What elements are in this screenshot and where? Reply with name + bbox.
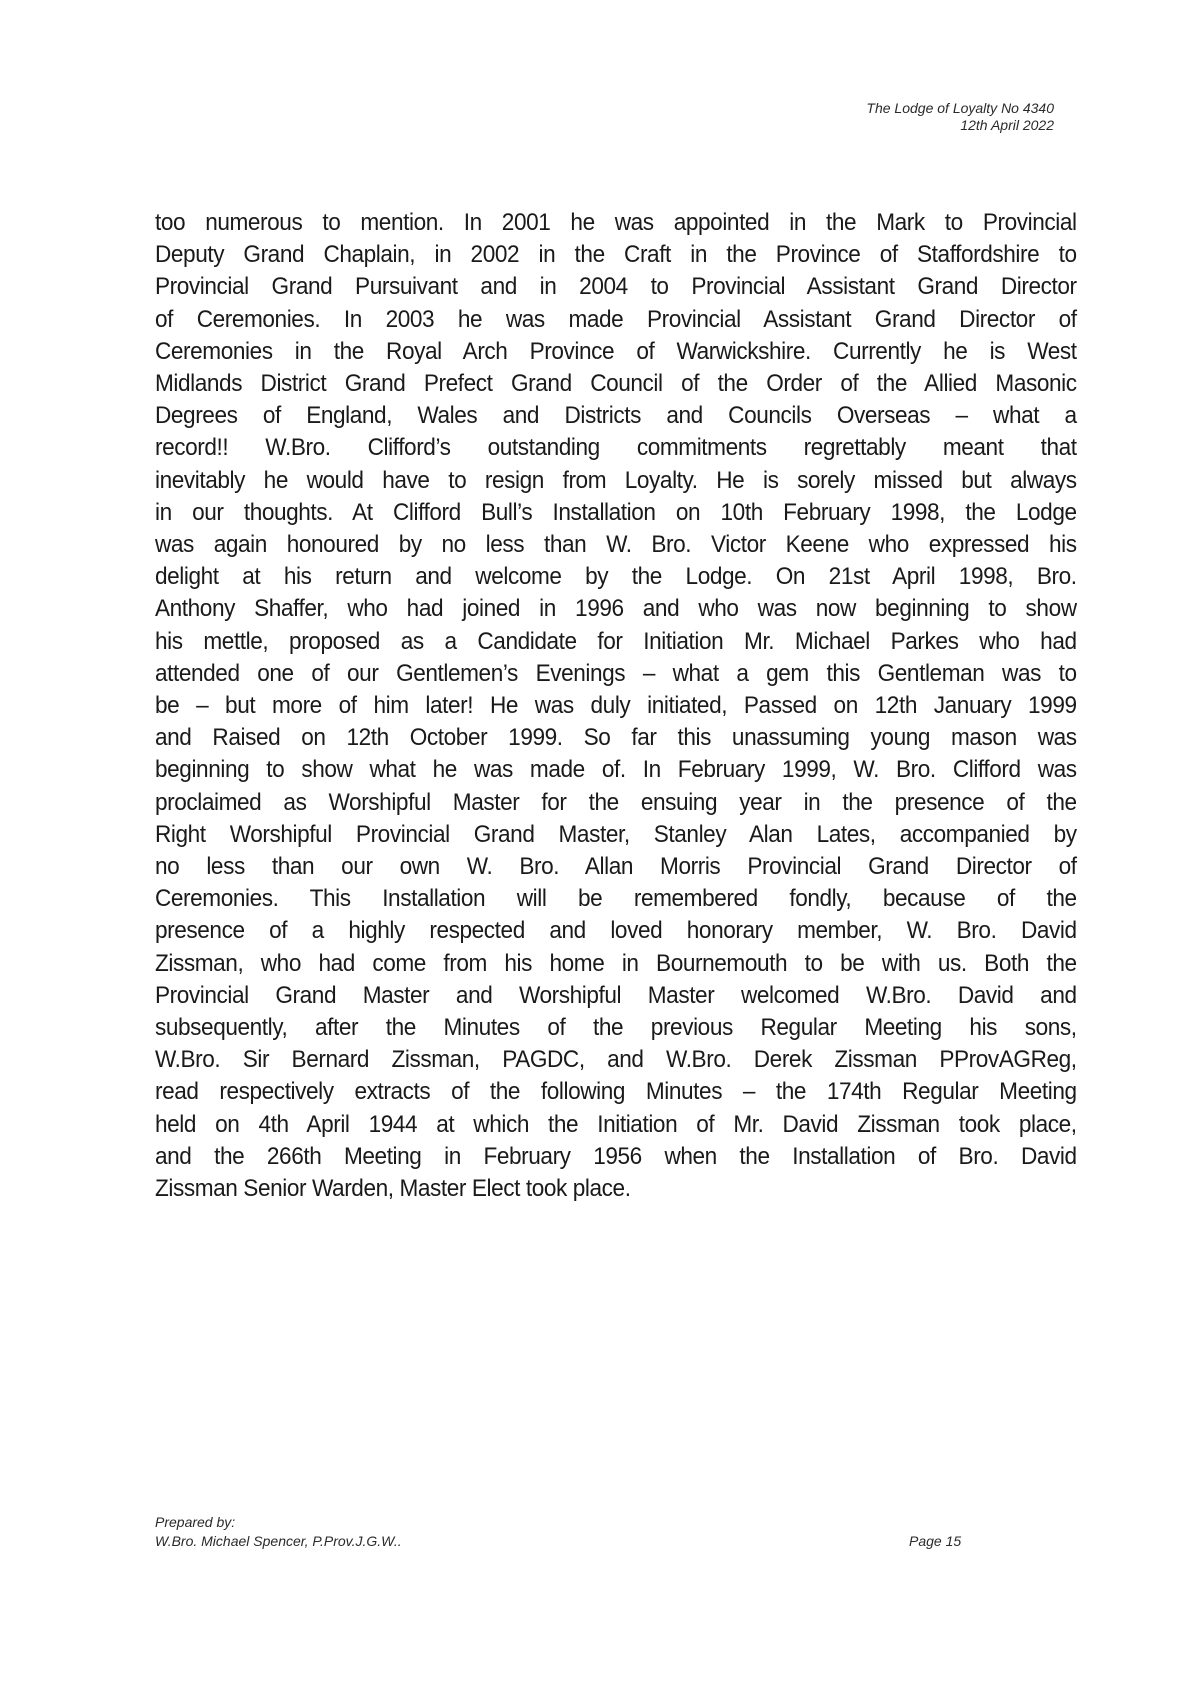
body-paragraph bbox=[155, 207, 1077, 1205]
body-line: subsequently, after the Minutes of the previous Regular Meeting his sons, bbox=[155, 1014, 1077, 1042]
body-line: inevitably he would have to resign from Loyalty. He is sorely missed but always bbox=[155, 466, 1077, 494]
body-line: delight at his return and welcome by the Lodge. On 21st April 1998, Bro. bbox=[155, 563, 1077, 591]
page-number: Page 15 bbox=[909, 1533, 962, 1549]
body-line: and Raised on 12th October 1999. So far this unassuming young mason was bbox=[155, 724, 1077, 752]
prepared-by-name: W.Bro. Michael Spencer, P.Prov.J.G.W.. bbox=[155, 1533, 402, 1549]
body-line: held on 4th April 1944 at which the Initiation of Mr. David Zissman took place, bbox=[155, 1110, 1077, 1138]
body-line: presence of a highly respected and loved honorary member, W. Bro. David bbox=[155, 917, 1077, 945]
body-line: too numerous to mention. In 2001 he was appointed in the Mark to Provincial bbox=[155, 209, 1077, 236]
body-line: Right Worshipful Provincial Grand Master, Stanley Alan Lates, accompanied by bbox=[155, 820, 1077, 848]
body-line: proclaimed as Worshipful Master for the ensuing year in the presence of the bbox=[155, 788, 1077, 816]
body-line: and the 266th Meeting in February 1956 when the Installation of Bro. David bbox=[155, 1142, 1077, 1170]
body-line: Ceremonies. This Installation will be remembered fondly, because of the bbox=[155, 885, 1077, 913]
body-line: Deputy Grand Chaplain, in 2002 in the Craft in the Province of Staffordshire to bbox=[155, 241, 1077, 269]
body-line: attended one of our Gentlemen’s Evenings – what a gem this Gentleman was to bbox=[155, 659, 1077, 687]
document-date: 12th April 2022 bbox=[960, 117, 1054, 133]
body-line: in our thoughts. At Clifford Bull’s Installation on 10th February 1998, the Lodge bbox=[155, 498, 1077, 526]
body-line: was again honoured by no less than W. Bro. Victor Keene who expressed his bbox=[155, 531, 1077, 559]
prepared-by-label: Prepared by: bbox=[155, 1514, 236, 1530]
body-line: Anthony Shaffer, who had joined in 1996 and who was now beginning to show bbox=[155, 595, 1077, 623]
body-line: no less than our own W. Bro. Allan Morris Provincial Grand Director of bbox=[155, 853, 1077, 881]
body-line: Provincial Grand Master and Worshipful Master welcomed W.Bro. David and bbox=[155, 981, 1077, 1009]
prepared-by-block bbox=[155, 1513, 402, 1551]
page-header bbox=[866, 100, 1054, 134]
body-line: read respectively extracts of the following Minutes – the 174th Regular Meeting bbox=[155, 1078, 1077, 1106]
body-line: W.Bro. Sir Bernard Zissman, PAGDC, and W.Bro. Derek Zissman PProvAGReg, bbox=[155, 1046, 1077, 1074]
lodge-name: The Lodge of Loyalty No 4340 bbox=[866, 100, 1054, 116]
body-line: Provincial Grand Pursuivant and in 2004 to Provincial Assistant Grand Director bbox=[155, 273, 1077, 301]
body-line: record!! W.Bro. Clifford’s outstanding commitments regrettably meant that bbox=[155, 434, 1077, 462]
body-line: of Ceremonies. In 2003 he was made Provincial Assistant Grand Director of bbox=[155, 305, 1077, 333]
body-line: his mettle, proposed as a Candidate for Initiation Mr. Michael Parkes who had bbox=[155, 627, 1077, 655]
body-line: Zissman, who had come from his home in Bournemouth to be with us. Both the bbox=[155, 949, 1077, 977]
body-line: beginning to show what he was made of. In February 1999, W. Bro. Clifford was bbox=[155, 756, 1077, 784]
body-line: Degrees of England, Wales and Districts and Councils Overseas – what a bbox=[155, 402, 1077, 430]
body-line: Midlands District Grand Prefect Grand Council of the Order of the Allied Masonic bbox=[155, 370, 1077, 398]
body-line: Ceremonies in the Royal Arch Province of Warwickshire. Currently he is West bbox=[155, 337, 1077, 365]
body-line: be – but more of him later! He was duly initiated, Passed on 12th January 1999 bbox=[155, 692, 1077, 720]
body-line: Zissman Senior Warden, Master Elect took place. bbox=[155, 1175, 631, 1203]
